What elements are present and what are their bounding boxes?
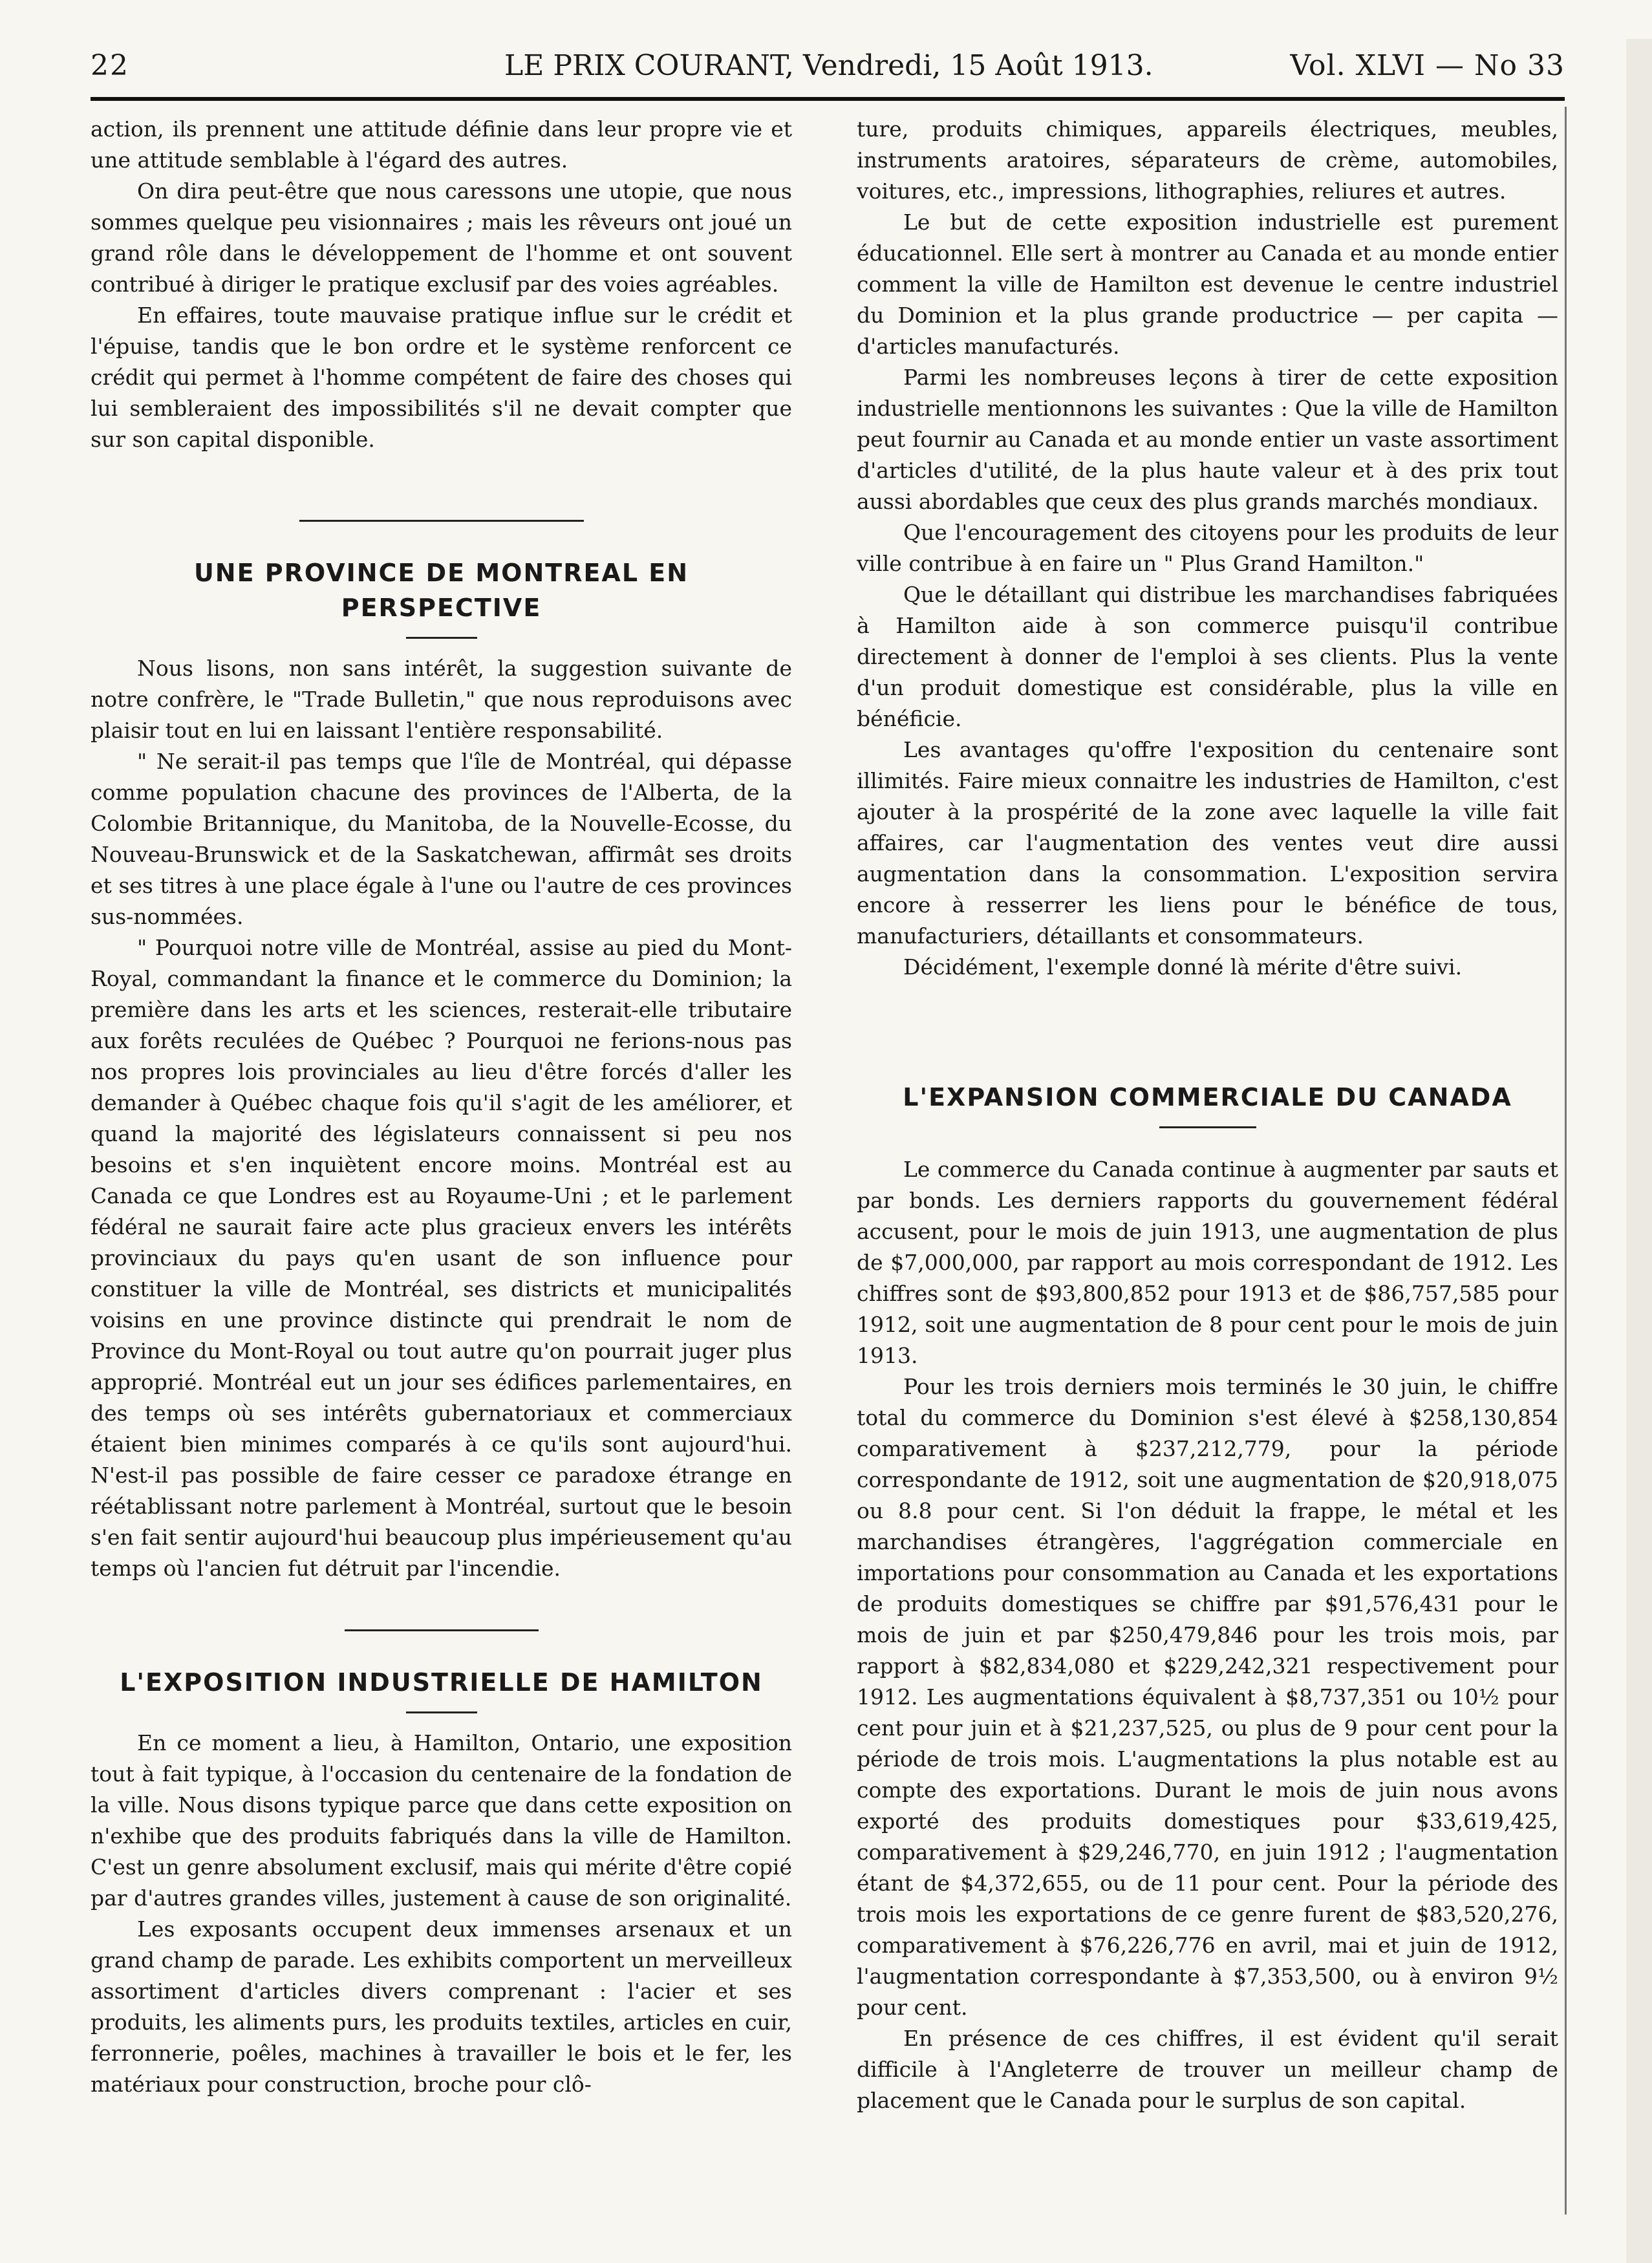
article-paragraph: " Ne serait-il pas temps que l'île de Montréal, qui dépasse comme population chacune des provinces de l'Alberta, de la Colombie Britannique, du Manitoba, de la Nouvelle-Ecosse, du Nouveau-Brunswick et de la Saskatchewan, affirmât ses droits et ses titres à une place égale à l'une ou l'autre de ces provinces sus-nommées. (91, 749, 792, 929)
hamilton-continued-paragraph: Parmi les nombreuses leçons à tirer de cette exposition industrielle mentionnons les suivantes : Que la ville de Hamilton peut fournir au Canada et au monde entier un vaste assortiment d'articles d'utilité, de la plus haute valeur et à des prix tout aussi abordables que ceux des plus grands marchés mondiaux. (857, 365, 1558, 514)
page-number: 22 (91, 49, 129, 82)
hamilton-continued-paragraph: Que l'encouragement des citoyens pour les produits de leur ville contribue à en faire un " Plus Grand Hamilton." (857, 520, 1558, 576)
intro-paragraph: On dira peut-être que nous caressons une utopie, que nous sommes quelque peu visionnaires ; mais les rêveurs ont joué un grand rôle dans le développement de l'homme et ont souvent contribué à diriger le pratique exclusif par des voies agréables. (91, 178, 792, 297)
title-underline (406, 1711, 477, 1713)
intro-paragraph: En effaires, toute mauvaise pratique influe sur le crédit et l'épuise, tandis que le bon ordre et le système renforcent ce crédit qui permet à l'homme compétent de faire des choses qui lui sembleraient des impossibilités s'il ne devait compter que sur son capital disponible. (91, 303, 792, 452)
page-header (91, 47, 1565, 98)
article-paragraph: Pour les trois derniers mois terminés le 30 juin, le chiffre total du commerce du Dominion s'est élevé à $258,130,854 comparativement à $237,212,779, pour la période correspondante de 1912, soit une augmentation de $20,918,075 ou 8.8 pour cent. Si l'on déduit la frappe, le métal et les marchandises étrangères, l'aggrégation commerciale en importations pour consommation au Canada et les exportations de produits domestiques se chiffre par $91,576,431 pour le mois de juin et par $250,479,846 pour les trois mois, par rapport à $82,834,080 et $229,242,321 respectivement pour 1912. Les augmentations équivalent à $8,737,351 ou 10½ pour cent pour juin et à $21,237,525, ou plus de 9 pour cent pour la période de trois mois. L'augmentations la plus notable est au compte des exportations. Durant le mois de juin nous avons exporté des produits domestiques pour $33,619,425, comparativement à $29,246,770, en juin 1912 ; l'augmentation étant de $4,372,655, ou de 11 pour cent. Pour la période des trois mois les exportations de ce genre furent de $83,520,276, comparativement à $76,226,776 en avril, mai et juin de 1912, l'augmentation correspondante à $7,353,500, ou à environ 9½ pour cent. (857, 1374, 1558, 2020)
right-column (857, 114, 1558, 2116)
hamilton-continued-paragraph: ture, produits chimiques, appareils électriques, meubles, instruments aratoires, séparateurs de crème, automobiles, voitures, etc., impressions, lithographies, reliures et autres. (857, 116, 1558, 204)
article-title-expansion: L'EXPANSION COMMERCIALE DU CANADA (903, 1083, 1512, 1111)
article-title-hamilton: L'EXPOSITION INDUSTRIELLE DE HAMILTON (120, 1668, 763, 1697)
publication-title: LE PRIX COURANT, Vendredi, 15 Août 1913. (504, 49, 1153, 82)
article-title-montreal: UNE PROVINCE DE MONTREAL EN PERSPECTIVE (193, 559, 689, 622)
hamilton-continued-paragraph: Que le détaillant qui distribue les marchandises fabriquées à Hamilton aide à son commerce puisqu'il contribue directement à donner de l'emploi à ses clients. Plus la vente d'un produit domestique est considérable, plus la ville en bénéficie. (857, 582, 1558, 731)
right-margin-rule (1565, 107, 1567, 2215)
article-paragraph: En ce moment a lieu, à Hamilton, Ontario, une exposition tout à fait typique, à l'occasion du centenaire de la fondation de la ville. Nous disons typique parce que dans cette exposition on n'exhibe que des produits fabriqués dans la ville de Hamilton. C'est un genre absolument exclusif, mais qui mérite d'être copié par d'autres grandes villes, justement à cause de son originalité. (91, 1730, 792, 1911)
article-paragraph: Nous lisons, non sans intérêt, la suggestion suivante de notre confrère, le "Trade Bulletin," que nous reproduisons avec plaisir tout en lui en laissant l'entière responsabilité. (91, 656, 792, 743)
left-column (91, 114, 792, 2100)
page-edge (1626, 39, 1652, 2263)
article-separator (345, 1629, 539, 1631)
header-rule (91, 97, 1565, 101)
hamilton-continued-paragraph: Décidément, l'exemple donné là mérite d'être suivi. (903, 954, 1463, 980)
hamilton-continued-paragraph: Les avantages qu'offre l'exposition du centenaire sont illimités. Faire mieux connaitre les industries de Hamilton, c'est ajouter à la prospérité de la zone avec laquelle la ville fait affaires, car l'augmentation des ventes veut dire aussi augmentation dans la consommation. L'exposition servira encore à resserrer les liens pour le bénéfice de tous, manufacturiers, détaillants et consommateurs. (857, 737, 1558, 949)
hamilton-continued-paragraph: Le but de cette exposition industrielle est purement éducationnel. Elle sert à montrer au Canada et au monde entier comment la ville de Hamilton est devenue le centre industriel du Dominion et la plus grande productrice — per capita — d'articles manufacturés. (857, 209, 1558, 359)
intro-paragraph: action, ils prennent une attitude définie dans leur propre vie et une attitude semblable à l'égard des autres. (91, 116, 792, 173)
article-separator (299, 520, 584, 522)
title-underline (1159, 1126, 1256, 1128)
volume-number: Vol. XLVI — No 33 (1290, 49, 1565, 82)
article-paragraph: " Pourquoi notre ville de Montréal, assise au pied du Mont-Royal, commandant la finance et le commerce du Dominion; la première dans les arts et les sciences, resterait-elle tributaire aux forêts reculées de Québec ? Pourquoi ne ferions-nous pas nos propres lois provinciales au lieu d'être forcés d'aller les demander à Québec chaque fois qu'il s'agit de les améliorer, et quand la majorité des législateurs connaissent si peu nos besoins et s'en inquiètent encore moins. Montréal est au Canada ce que Londres est au Royaume-Uni ; et le parlement fédéral ne saurait faire acte plus gracieux envers les intérêts provinciaux du pays qu'en usant de son influence pour constituer la ville de Montréal, ses districts et municipalités voisins en une province distincte qui prendrait le nom de Province du Mont-Royal ou tout autre qu'on pourrait juger plus approprié. Montréal eut un jour ses édifices parlementaires, en des temps où ses intérêts gubernatoriaux et commerciaux étaient bien minimes comparés à ce qu'ils sont aujourd'hui. N'est-il pas possible de faire cesser ce paradoxe étrange en réétablissant notre parlement à Montréal, surtout que le besoin s'en fait sentir aujourd'hui beaucoup plus impérieusement qu'au temps où l'ancien fut détruit par l'incendie. (91, 935, 792, 1581)
article-paragraph: Le commerce du Canada continue à augmenter par sauts et par bonds. Les derniers rapports du gouvernement fédéral accusent, pour le mois de juin 1913, une augmentation de plus de $7,000,000, par rapport au mois correspondant de 1912. Les chiffres sont de $93,800,852 pour 1913 et de $86,757,585 pour 1912, soit une augmentation de 8 pour cent pour le mois de juin 1913. (857, 1157, 1558, 1368)
article-paragraph: En présence de ces chiffres, il est évident qu'il serait difficile à l'Angleterre de trouver un meilleur champ de placement que le Canada pour le surplus de son capital. (857, 2026, 1558, 2113)
article-paragraph: Les exposants occupent deux immenses arsenaux et un grand champ de parade. Les exhibits comportent un merveilleux assortiment d'articles divers comprenant : l'acier et ses produits, les aliments purs, les produits textiles, articles en cuir, ferronnerie, poêles, machines à travailler le bois et le fer, les matériaux pour construction, broche pour clô- (91, 1916, 792, 2097)
title-underline (406, 637, 477, 639)
